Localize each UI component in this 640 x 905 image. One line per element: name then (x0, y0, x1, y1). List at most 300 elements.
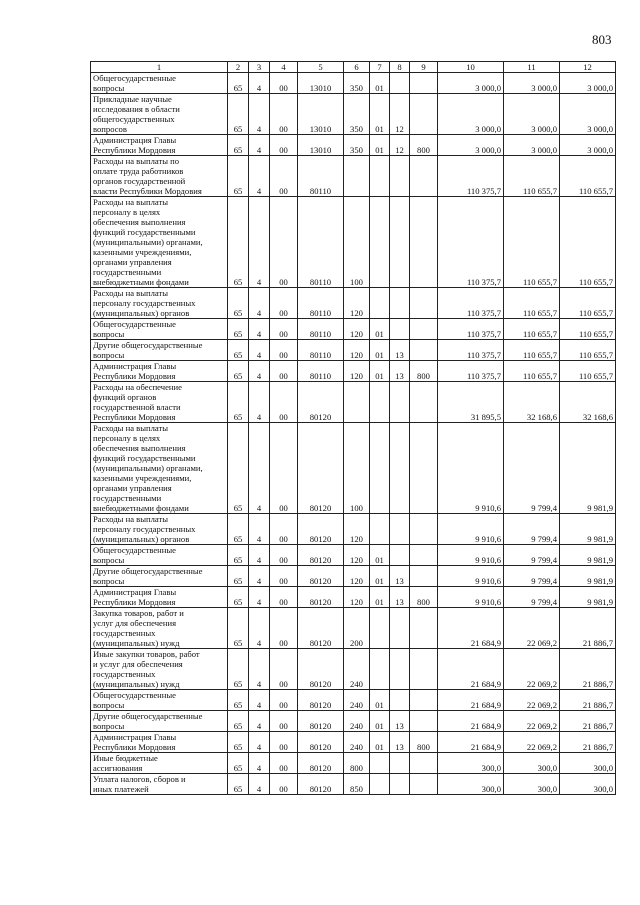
section-cell: 01 (370, 566, 390, 587)
direction-code-cell: 80110 (298, 156, 344, 197)
amount-year2-cell: 110 655,7 (504, 340, 560, 361)
subsection-cell: 12 (390, 135, 410, 156)
item-name-line: Расходы на выплаты (93, 423, 169, 433)
amount-year1-cell: 110 375,7 (438, 361, 504, 382)
ministry-code-cell (410, 514, 438, 545)
table-row (91, 382, 616, 423)
section-cell (370, 156, 390, 197)
expense-type-cell: 350 (344, 73, 370, 94)
table-row (91, 690, 616, 711)
ved-code-cell: 65 (228, 423, 249, 514)
subsection-cell (390, 319, 410, 340)
ved-code-cell: 65 (228, 361, 249, 382)
ministry-code-cell (410, 156, 438, 197)
table-row (91, 649, 616, 690)
program-code-cell: 4 (249, 545, 270, 566)
item-name-line: Расходы на выплаты по (93, 156, 180, 166)
amount-year2-cell: 300,0 (504, 774, 560, 795)
amount-year1-cell: 110 375,7 (438, 156, 504, 197)
item-name-line: исследования в области (93, 104, 180, 114)
section-cell (370, 423, 390, 514)
ved-code-cell: 65 (228, 732, 249, 753)
ministry-code-cell (410, 319, 438, 340)
item-name-cell (91, 340, 228, 361)
ministry-code-cell: 800 (410, 135, 438, 156)
item-name-line: иных платежей (93, 784, 149, 794)
item-name-line: функций органов (93, 392, 157, 402)
expense-type-cell (344, 156, 370, 197)
amount-year2-cell: 110 655,7 (504, 361, 560, 382)
amount-year2-cell: 9 799,4 (504, 566, 560, 587)
ministry-code-cell (410, 774, 438, 795)
item-name-cell (91, 135, 228, 156)
item-name-line: Общегосударственные (93, 73, 176, 83)
subsection-cell: 13 (390, 732, 410, 753)
subsection-cell: 13 (390, 340, 410, 361)
amount-year3-cell: 300,0 (560, 753, 616, 774)
table-row (91, 423, 616, 514)
subprogram-code-cell: 00 (270, 753, 298, 774)
ved-code-cell: 65 (228, 649, 249, 690)
subprogram-code-cell: 00 (270, 587, 298, 608)
ministry-code-cell (410, 545, 438, 566)
amount-year3-cell: 9 981,9 (560, 587, 616, 608)
subprogram-code-cell: 00 (270, 514, 298, 545)
ved-code-cell: 65 (228, 774, 249, 795)
item-name-line: органами управления (93, 257, 172, 267)
amount-year2-cell: 9 799,4 (504, 423, 560, 514)
item-name-line: Администрация Главы (93, 135, 177, 145)
subsection-cell (390, 774, 410, 795)
item-name-line: вопросы (93, 555, 125, 565)
item-name-line: органов государственной (93, 176, 186, 186)
table-row (91, 753, 616, 774)
section-cell (370, 382, 390, 423)
amount-year2-cell: 22 069,2 (504, 690, 560, 711)
direction-code-cell: 80110 (298, 288, 344, 319)
subprogram-code-cell: 00 (270, 423, 298, 514)
direction-code-cell: 80120 (298, 423, 344, 514)
expense-type-cell: 100 (344, 197, 370, 288)
amount-year3-cell: 9 981,9 (560, 566, 616, 587)
program-code-cell: 4 (249, 587, 270, 608)
table-row (91, 340, 616, 361)
ved-code-cell: 65 (228, 566, 249, 587)
item-name-cell (91, 423, 228, 514)
item-name-line: Общегосударственные (93, 319, 176, 329)
item-name-line: персоналу государственных (93, 524, 196, 534)
amount-year2-cell: 110 655,7 (504, 319, 560, 340)
amount-year2-cell: 110 655,7 (504, 156, 560, 197)
item-name-line: Иные закупки товаров, работ (93, 649, 200, 659)
item-name-line: вопросы (93, 700, 125, 710)
subprogram-code-cell: 00 (270, 774, 298, 795)
amount-year3-cell: 110 655,7 (560, 197, 616, 288)
amount-year3-cell: 32 168,6 (560, 382, 616, 423)
subsection-cell (390, 649, 410, 690)
amount-year3-cell: 9 981,9 (560, 423, 616, 514)
amount-year3-cell: 300,0 (560, 774, 616, 795)
direction-code-cell: 80120 (298, 753, 344, 774)
item-name-line: (муниципальных) органов (93, 534, 190, 544)
program-code-cell: 4 (249, 319, 270, 340)
item-name-line: оплате труда работников (93, 166, 184, 176)
ministry-code-cell (410, 423, 438, 514)
subsection-cell (390, 156, 410, 197)
direction-code-cell: 80120 (298, 545, 344, 566)
item-name-line: Республики Мордовия (93, 145, 176, 155)
item-name-line: государственными (93, 267, 162, 277)
section-cell: 01 (370, 690, 390, 711)
amount-year3-cell: 21 886,7 (560, 732, 616, 753)
program-code-cell: 4 (249, 156, 270, 197)
amount-year1-cell: 110 375,7 (438, 340, 504, 361)
amount-year3-cell: 9 981,9 (560, 514, 616, 545)
ministry-code-cell (410, 382, 438, 423)
item-name-line: Республики Мордовия (93, 597, 176, 607)
program-code-cell: 4 (249, 288, 270, 319)
amount-year2-cell: 110 655,7 (504, 197, 560, 288)
program-code-cell: 4 (249, 608, 270, 649)
direction-code-cell: 80120 (298, 690, 344, 711)
ved-code-cell: 65 (228, 156, 249, 197)
subprogram-code-cell: 00 (270, 608, 298, 649)
subprogram-code-cell: 00 (270, 197, 298, 288)
item-name-cell (91, 753, 228, 774)
item-name-line: Другие общегосударственные (93, 711, 203, 721)
ministry-code-cell (410, 288, 438, 319)
ved-code-cell: 65 (228, 288, 249, 319)
amount-year3-cell: 3 000,0 (560, 94, 616, 135)
item-name-line: (муниципальными) органами, (93, 463, 203, 473)
subprogram-code-cell: 00 (270, 156, 298, 197)
item-name-line: казенными учреждениями, (93, 247, 192, 257)
expense-type-cell: 350 (344, 94, 370, 135)
item-name-cell (91, 288, 228, 319)
amount-year3-cell: 21 886,7 (560, 649, 616, 690)
expense-type-cell: 200 (344, 608, 370, 649)
ved-code-cell: 65 (228, 94, 249, 135)
ministry-code-cell (410, 649, 438, 690)
amount-year1-cell: 9 910,6 (438, 566, 504, 587)
section-cell (370, 514, 390, 545)
item-name-line: государственной власти (93, 402, 181, 412)
expense-type-cell: 240 (344, 649, 370, 690)
expense-type-cell: 120 (344, 566, 370, 587)
amount-year2-cell: 22 069,2 (504, 732, 560, 753)
program-code-cell: 4 (249, 361, 270, 382)
subprogram-code-cell: 00 (270, 382, 298, 423)
item-name-cell (91, 566, 228, 587)
amount-year2-cell: 9 799,4 (504, 514, 560, 545)
subprogram-code-cell: 00 (270, 566, 298, 587)
item-name-line: Другие общегосударственные (93, 566, 203, 576)
expense-type-cell: 100 (344, 423, 370, 514)
amount-year2-cell: 22 069,2 (504, 608, 560, 649)
amount-year2-cell: 9 799,4 (504, 587, 560, 608)
ved-code-cell: 65 (228, 753, 249, 774)
direction-code-cell: 80120 (298, 587, 344, 608)
ministry-code-cell: 800 (410, 587, 438, 608)
ministry-code-cell (410, 197, 438, 288)
program-code-cell: 4 (249, 711, 270, 732)
section-cell: 01 (370, 711, 390, 732)
ved-code-cell: 65 (228, 340, 249, 361)
amount-year2-cell: 22 069,2 (504, 711, 560, 732)
amount-year2-cell: 3 000,0 (504, 94, 560, 135)
item-name-line: ассигнования (93, 763, 143, 773)
item-name-cell (91, 156, 228, 197)
header-cell: 7 (370, 62, 390, 73)
direction-code-cell: 80110 (298, 197, 344, 288)
subprogram-code-cell: 00 (270, 711, 298, 732)
direction-code-cell: 13010 (298, 73, 344, 94)
subsection-cell (390, 423, 410, 514)
expense-type-cell (344, 382, 370, 423)
header-cell: 5 (298, 62, 344, 73)
section-cell (370, 197, 390, 288)
header-cell: 4 (270, 62, 298, 73)
item-name-cell (91, 514, 228, 545)
item-name-cell (91, 361, 228, 382)
item-name-line: власти Республики Мордовия (93, 186, 202, 196)
subsection-cell (390, 514, 410, 545)
item-name-line: вопросы (93, 83, 125, 93)
ved-code-cell: 65 (228, 711, 249, 732)
ved-code-cell: 65 (228, 382, 249, 423)
item-name-line: Республики Мордовия (93, 371, 176, 381)
item-name-line: общегосударственных (93, 114, 175, 124)
item-name-line: Расходы на выплаты (93, 197, 169, 207)
item-name-line: вопросы (93, 350, 125, 360)
ministry-code-cell (410, 690, 438, 711)
item-name-line: органами управления (93, 483, 172, 493)
amount-year1-cell: 9 910,6 (438, 514, 504, 545)
expense-type-cell: 120 (344, 288, 370, 319)
subsection-cell: 12 (390, 94, 410, 135)
item-name-line: вопросов (93, 124, 127, 134)
item-name-line: Общегосударственные (93, 690, 176, 700)
amount-year1-cell: 21 684,9 (438, 649, 504, 690)
amount-year2-cell: 9 799,4 (504, 545, 560, 566)
amount-year2-cell: 22 069,2 (504, 649, 560, 690)
subprogram-code-cell: 00 (270, 288, 298, 319)
direction-code-cell: 80120 (298, 732, 344, 753)
item-name-line: государственных (93, 669, 156, 679)
item-name-line: Республики Мордовия (93, 412, 176, 422)
program-code-cell: 4 (249, 135, 270, 156)
amount-year1-cell: 9 910,6 (438, 587, 504, 608)
item-name-cell (91, 608, 228, 649)
section-cell (370, 649, 390, 690)
item-name-line: (муниципальных) нужд (93, 638, 180, 648)
expense-type-cell: 240 (344, 711, 370, 732)
subprogram-code-cell: 00 (270, 690, 298, 711)
direction-code-cell: 80110 (298, 361, 344, 382)
header-cell: 12 (560, 62, 616, 73)
direction-code-cell: 13010 (298, 94, 344, 135)
item-name-cell (91, 711, 228, 732)
direction-code-cell: 80110 (298, 340, 344, 361)
amount-year3-cell: 110 655,7 (560, 340, 616, 361)
ministry-code-cell (410, 94, 438, 135)
program-code-cell: 4 (249, 732, 270, 753)
section-cell: 01 (370, 732, 390, 753)
subsection-cell (390, 197, 410, 288)
item-name-line: вопросы (93, 576, 125, 586)
item-name-cell (91, 649, 228, 690)
header-cell: 3 (249, 62, 270, 73)
subsection-cell (390, 73, 410, 94)
table-row (91, 288, 616, 319)
item-name-line: услуг для обеспечения (93, 618, 177, 628)
program-code-cell: 4 (249, 340, 270, 361)
expense-type-cell: 120 (344, 514, 370, 545)
section-cell (370, 608, 390, 649)
direction-code-cell: 80110 (298, 319, 344, 340)
amount-year1-cell: 110 375,7 (438, 288, 504, 319)
item-name-line: внебюджетными фондами (93, 503, 189, 513)
item-name-cell (91, 73, 228, 94)
amount-year1-cell: 110 375,7 (438, 197, 504, 288)
subprogram-code-cell: 00 (270, 649, 298, 690)
item-name-line: Уплата налогов, сборов и (93, 774, 186, 784)
item-name-line: казенными учреждениями, (93, 473, 192, 483)
ved-code-cell: 65 (228, 197, 249, 288)
amount-year2-cell: 32 168,6 (504, 382, 560, 423)
item-name-line: Расходы на выплаты (93, 288, 169, 298)
table-row (91, 545, 616, 566)
direction-code-cell: 80120 (298, 608, 344, 649)
header-cell: 9 (410, 62, 438, 73)
amount-year3-cell: 21 886,7 (560, 690, 616, 711)
section-cell: 01 (370, 361, 390, 382)
amount-year3-cell: 21 886,7 (560, 608, 616, 649)
amount-year1-cell: 21 684,9 (438, 711, 504, 732)
section-cell (370, 753, 390, 774)
item-name-cell (91, 732, 228, 753)
program-code-cell: 4 (249, 382, 270, 423)
subsection-cell (390, 690, 410, 711)
item-name-line: Администрация Главы (93, 587, 177, 597)
expense-type-cell: 350 (344, 135, 370, 156)
table-row (91, 774, 616, 795)
ministry-code-cell: 800 (410, 732, 438, 753)
item-name-line: (муниципальными) органами, (93, 237, 203, 247)
expense-type-cell: 240 (344, 690, 370, 711)
ved-code-cell: 65 (228, 319, 249, 340)
amount-year1-cell: 21 684,9 (438, 690, 504, 711)
direction-code-cell: 80120 (298, 711, 344, 732)
subsection-cell: 13 (390, 711, 410, 732)
item-name-line: Республики Мордовия (93, 742, 176, 752)
subsection-cell: 13 (390, 361, 410, 382)
ministry-code-cell (410, 711, 438, 732)
amount-year1-cell: 21 684,9 (438, 732, 504, 753)
subprogram-code-cell: 00 (270, 73, 298, 94)
ved-code-cell: 65 (228, 73, 249, 94)
table-row (91, 94, 616, 135)
subprogram-code-cell: 00 (270, 732, 298, 753)
item-name-line: внебюджетными фондами (93, 277, 189, 287)
program-code-cell: 4 (249, 690, 270, 711)
expense-type-cell: 120 (344, 319, 370, 340)
amount-year1-cell: 300,0 (438, 774, 504, 795)
item-name-line: вопросы (93, 329, 125, 339)
item-name-cell (91, 690, 228, 711)
direction-code-cell: 13010 (298, 135, 344, 156)
ved-code-cell: 65 (228, 608, 249, 649)
item-name-cell (91, 94, 228, 135)
amount-year3-cell: 9 981,9 (560, 545, 616, 566)
item-name-line: функций государственными (93, 453, 196, 463)
header-cell: 11 (504, 62, 560, 73)
header-cell: 2 (228, 62, 249, 73)
direction-code-cell: 80120 (298, 514, 344, 545)
ministry-code-cell (410, 73, 438, 94)
item-name-line: Администрация Главы (93, 361, 177, 371)
amount-year1-cell: 9 910,6 (438, 423, 504, 514)
section-cell (370, 288, 390, 319)
direction-code-cell: 80120 (298, 566, 344, 587)
item-name-line: Прикладные научные (93, 94, 172, 104)
table-row (91, 197, 616, 288)
item-name-line: Расходы на обеспечение (93, 382, 182, 392)
header-cell: 1 (91, 62, 228, 73)
item-name-cell (91, 382, 228, 423)
item-name-line: персоналу государственных (93, 298, 196, 308)
ministry-code-cell (410, 566, 438, 587)
table-row (91, 608, 616, 649)
item-name-line: государственных (93, 628, 156, 638)
amount-year3-cell: 110 655,7 (560, 319, 616, 340)
item-name-line: функций государственными (93, 227, 196, 237)
subsection-cell (390, 545, 410, 566)
section-cell: 01 (370, 319, 390, 340)
expense-type-cell: 240 (344, 732, 370, 753)
table-row (91, 361, 616, 382)
item-name-line: государственными (93, 493, 162, 503)
amount-year3-cell: 3 000,0 (560, 73, 616, 94)
program-code-cell: 4 (249, 94, 270, 135)
expense-type-cell: 850 (344, 774, 370, 795)
amount-year2-cell: 3 000,0 (504, 73, 560, 94)
table-row (91, 319, 616, 340)
section-cell: 01 (370, 94, 390, 135)
program-code-cell: 4 (249, 649, 270, 690)
amount-year3-cell: 110 655,7 (560, 361, 616, 382)
item-name-line: обеспечения выполнения (93, 443, 186, 453)
amount-year1-cell: 3 000,0 (438, 135, 504, 156)
ved-code-cell: 65 (228, 135, 249, 156)
section-cell: 01 (370, 545, 390, 566)
item-name-line: обеспечения выполнения (93, 217, 186, 227)
amount-year3-cell: 110 655,7 (560, 156, 616, 197)
subprogram-code-cell: 00 (270, 545, 298, 566)
direction-code-cell: 80120 (298, 774, 344, 795)
table-row (91, 156, 616, 197)
expense-type-cell: 800 (344, 753, 370, 774)
amount-year3-cell: 21 886,7 (560, 711, 616, 732)
item-name-line: и услуг для обеспечения (93, 659, 183, 669)
ved-code-cell: 65 (228, 690, 249, 711)
amount-year1-cell: 9 910,6 (438, 545, 504, 566)
item-name-line: Администрация Главы (93, 732, 177, 742)
header-cell: 6 (344, 62, 370, 73)
table-row (91, 732, 616, 753)
subprogram-code-cell: 00 (270, 340, 298, 361)
item-name-line: (муниципальных) органов (93, 308, 190, 318)
